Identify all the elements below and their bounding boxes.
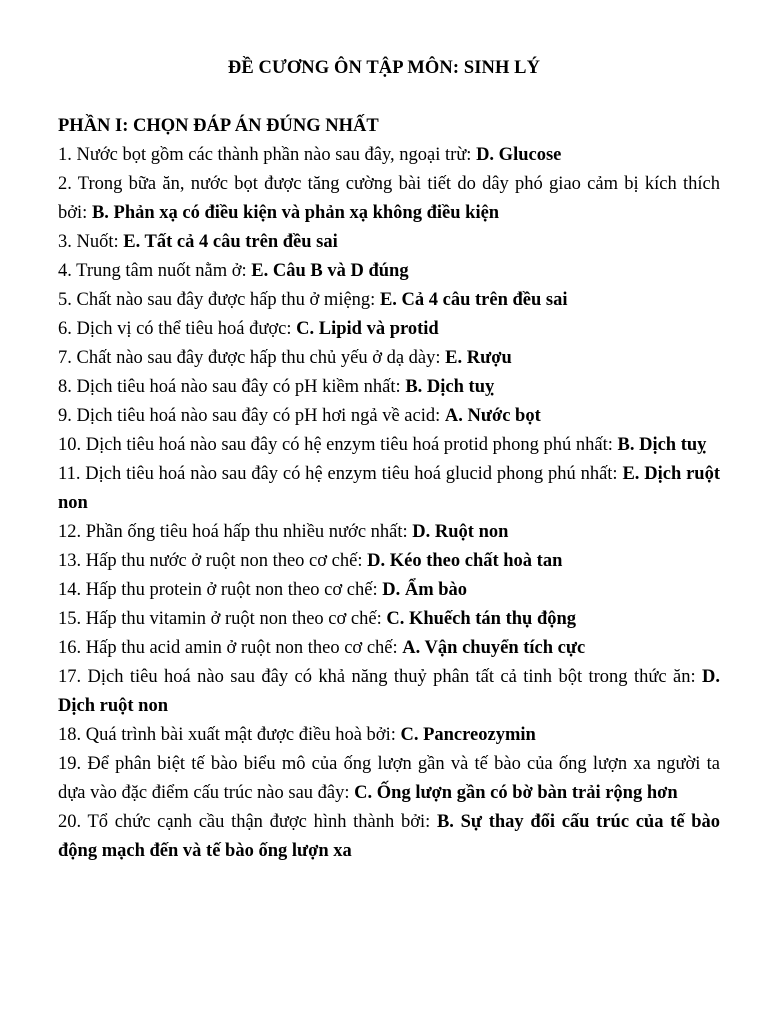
question-item (58, 170, 720, 228)
question-item (58, 141, 720, 170)
question-answer: C. Pancreozymin (400, 725, 536, 745)
question-text: 4. Trung tâm nuốt nằm ở: (58, 261, 252, 281)
document-title: ĐỀ CƯƠNG ÔN TẬP MÔN: SINH LÝ (227, 58, 541, 78)
question-answer: C. Lipid và protid (296, 319, 439, 339)
question-item (58, 634, 720, 663)
question-item (58, 750, 720, 808)
question-item (58, 228, 720, 257)
question-answer: B. Dịch tuỵ (405, 377, 495, 397)
question-text: 12. Phần ống tiêu hoá hấp thu nhiều nước nhất: (58, 522, 413, 542)
question-item (58, 518, 720, 547)
question-text: 7. Chất nào sau đây được hấp thu chủ yếu ở dạ dày: (58, 348, 446, 368)
question-text: 8. Dịch tiêu hoá nào sau đây có pH kiềm nhất: (58, 377, 406, 397)
question-answer: E. Dịch ruột non (58, 464, 721, 513)
question-answer: B. Phản xạ có điều kiện và phản xạ không điều kiện (91, 203, 500, 223)
question-item (58, 344, 720, 373)
question-text: 19. Để phân biệt tế bào biểu mô của ống lượn gần và tế bào của ống lượn xa người ta dựa vào đặc điểm cấu trúc nào sau đây: (58, 754, 720, 803)
question-text: 3. Nuốt: (58, 232, 124, 252)
question-text: 2. Trong bữa ăn, nước bọt được tăng cường bài tiết do dây phó giao cảm bị kích thích bởi: (58, 174, 720, 223)
question-answer: E. Rượu (445, 348, 512, 368)
question-item (58, 431, 720, 460)
question-answer: E. Cả 4 câu trên đều sai (379, 290, 568, 310)
question-item (58, 373, 720, 402)
question-item (58, 547, 720, 576)
question-item (58, 460, 720, 518)
question-answer: E. Tất cả 4 câu trên đều sai (123, 232, 338, 252)
question-answer: D. Glucose (476, 145, 562, 165)
question-answer: A. Vận chuyển tích cực (402, 638, 586, 658)
question-answer: B. Sự thay đổi cấu trúc của tế bào động mạch đến và tế bào ống lượn xa (58, 812, 721, 861)
question-text: 1. Nước bọt gồm các thành phần nào sau đây, ngoại trừ: (58, 145, 477, 165)
question-text: 18. Quá trình bài xuất mật được điều hoà bởi: (58, 725, 401, 745)
question-text: 17. Dịch tiêu hoá nào sau đây có khả năng thuỷ phân tất cả tinh bột trong thức ăn: (58, 667, 702, 687)
question-answer: D. Dịch ruột non (58, 667, 720, 716)
question-answer: C. Ống lượn gần có bờ bàn trải rộng hơn (354, 783, 678, 803)
question-text: 9. Dịch tiêu hoá nào sau đây có pH hơi ngả về acid: (58, 406, 445, 426)
question-text: 5. Chất nào sau đây được hấp thu ở miệng: (58, 290, 380, 310)
question-text: 13. Hấp thu nước ở ruột non theo cơ chế: (58, 551, 368, 571)
question-text: 20. Tổ chức cạnh cầu thận được hình thành bởi: (58, 812, 437, 832)
question-text: 16. Hấp thu acid amin ở ruột non theo cơ chế: (58, 638, 403, 658)
question-item (58, 663, 720, 721)
question-answer: C. Khuếch tán thụ động (386, 609, 577, 629)
question-answer: A. Nước bọt (444, 406, 541, 426)
question-answer: E. Câu B và D đúng (251, 261, 409, 281)
question-text: 6. Dịch vị có thể tiêu hoá được: (58, 319, 297, 339)
question-item (58, 402, 720, 431)
question-item (58, 605, 720, 634)
question-text: 15. Hấp thu vitamin ở ruột non theo cơ chế: (58, 609, 387, 629)
question-answer: B. Dịch tuỵ (617, 435, 707, 455)
question-list (58, 141, 720, 866)
question-item (58, 808, 720, 866)
question-text: 11. Dịch tiêu hoá nào sau đây có hệ enzym tiêu hoá glucid phong phú nhất: (58, 464, 623, 484)
question-text: 14. Hấp thu protein ở ruột non theo cơ chế: (58, 580, 383, 600)
question-item (58, 721, 720, 750)
question-item (58, 257, 720, 286)
question-answer: D. Ẩm bào (382, 580, 468, 600)
question-item (58, 315, 720, 344)
question-item (58, 286, 720, 315)
question-answer: D. Ruột non (412, 522, 509, 542)
question-item (58, 576, 720, 605)
question-text: 10. Dịch tiêu hoá nào sau đây có hệ enzym tiêu hoá protid phong phú nhất: (58, 435, 618, 455)
question-answer: D. Kéo theo chất hoà tan (367, 551, 563, 571)
section-title: PHẦN I: CHỌN ĐÁP ÁN ĐÚNG NHẤT (58, 116, 379, 136)
